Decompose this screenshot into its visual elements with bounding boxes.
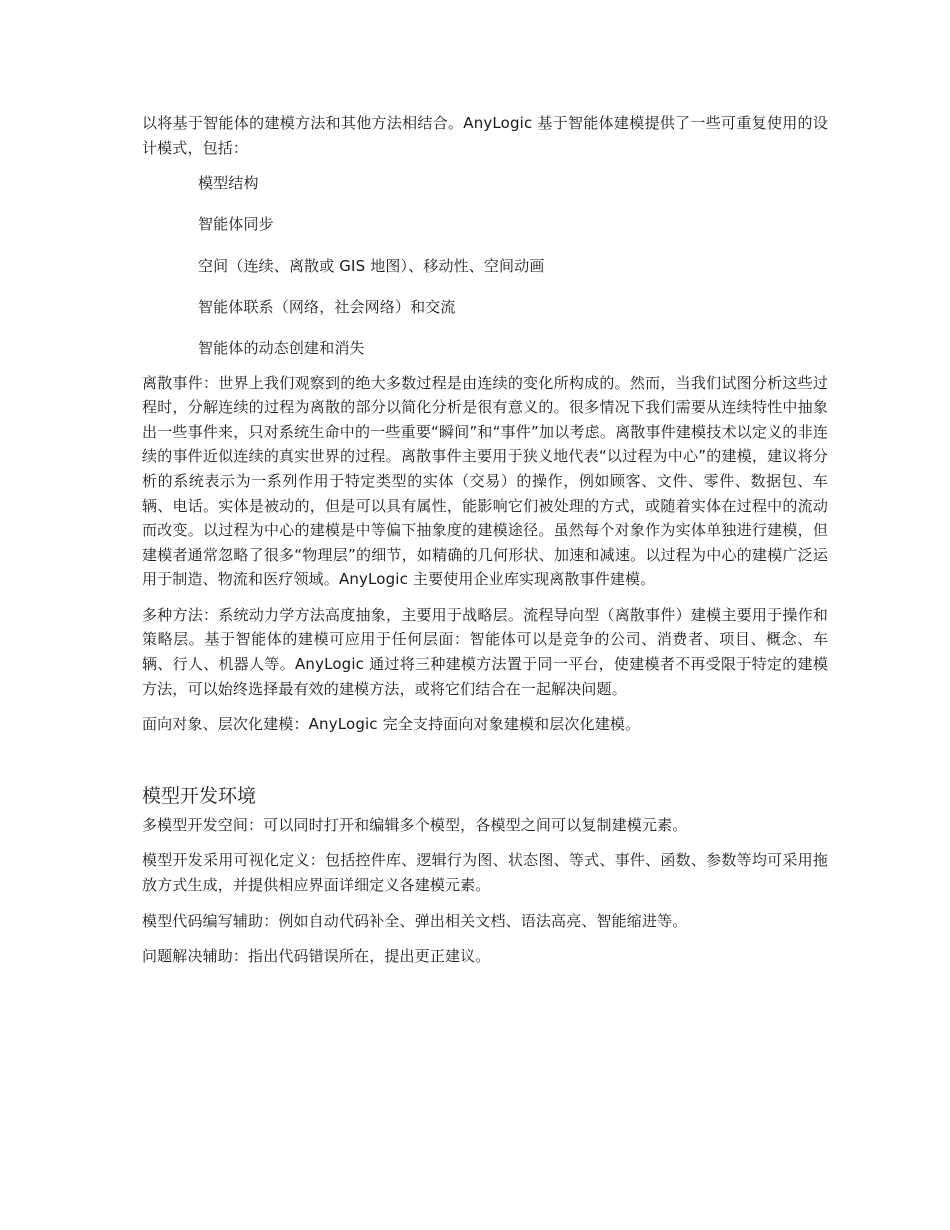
section-paragraph: 问题解决辅助：指出代码错误所在，提出更正建议。 [142, 947, 491, 966]
section-paragraph: 模型开发采用可视化定义：包括控件库、逻辑行为图、状态图、等式、事件、函数、参数等均可采用拖放方式生成，并提供相应界面详细定义各建模元素。 [142, 851, 828, 895]
design-pattern-list [142, 171, 828, 360]
list-item: 模型结构 [198, 174, 259, 193]
list-item: 智能体同步 [198, 215, 274, 234]
intro-paragraph: 以将基于智能体的建模方法和其他方法相结合。AnyLogic 基于智能体建模提供了一些可重复使用的设计模式，包括： [142, 114, 828, 157]
discrete-event-paragraph: 离散事件：世界上我们观察到的绝大多数过程是由连续的变化所构成的。然而，当我们试图分析这些过程时，分解连续的过程为离散的部分以简化分析是很有意义的。很多情况下我们需要从连续特性中抽象出一些事件来，只对系统生命中的一些重要“瞬间”和“事件”加以考虑。离散事件建模技术以定义的非连续的事件近似连续的真实世界的过程。离散事件主要用于狭义地代表“以过程为中心”的建模，建议将分析的系统表示为一系列作用于特定类型的实体（交易）的操作，例如顾客、文件、零件、数据包、车辆、电话。实体是被动的，但是可以具有属性，能影响它们被处理的方式，或随着实体在过程中的流动而改变。以过程为中心的建模是中等偏下抽象度的建模途径。虽然每个对象作为实体单独进行建模，但建模者通常忽略了很多“物理层”的细节，如精确的几何形状、加速和减速。以过程为中心的建模广泛运用于制造、物流和医疗领域。AnyLogic 主要使用企业库实现离散事件建模。 [142, 373, 828, 589]
list-item: 空间（连续、离散或 GIS 地图）、移动性、空间动画 [198, 256, 545, 275]
oop-paragraph: 面向对象、层次化建模：AnyLogic 完全支持面向对象建模和层次化建模。 [142, 715, 641, 734]
list-item: 智能体联系（网络，社会网络）和交流 [198, 297, 456, 316]
section-paragraph: 模型代码编写辅助：例如自动代码补全、弹出相关文档、语法高亮、智能缩进等。 [142, 911, 688, 930]
section-heading: 模型开发环境 [142, 784, 257, 807]
list-item: 智能体的动态创建和消失 [198, 338, 365, 357]
multi-method-paragraph: 多种方法：系统动力学方法高度抽象，主要用于战略层。流程导向型（离散事件）建模主要用于操作和策略层。基于智能体的建模可应用于任何层面：智能体可以是竞争的公司、消费者、项目、概念、车辆、行人、机器人等。AnyLogic 通过将三种建模方法置于同一平台，使建模者不再受限于特定的建模方法，可以始终选择最有效的建模方法，或将它们结合在一起解决问题。 [142, 605, 828, 698]
document-page [142, 111, 828, 980]
section-paragraph: 多模型开发空间：可以同时打开和编辑多个模型，各模型之间可以复制建模元素。 [142, 815, 688, 834]
